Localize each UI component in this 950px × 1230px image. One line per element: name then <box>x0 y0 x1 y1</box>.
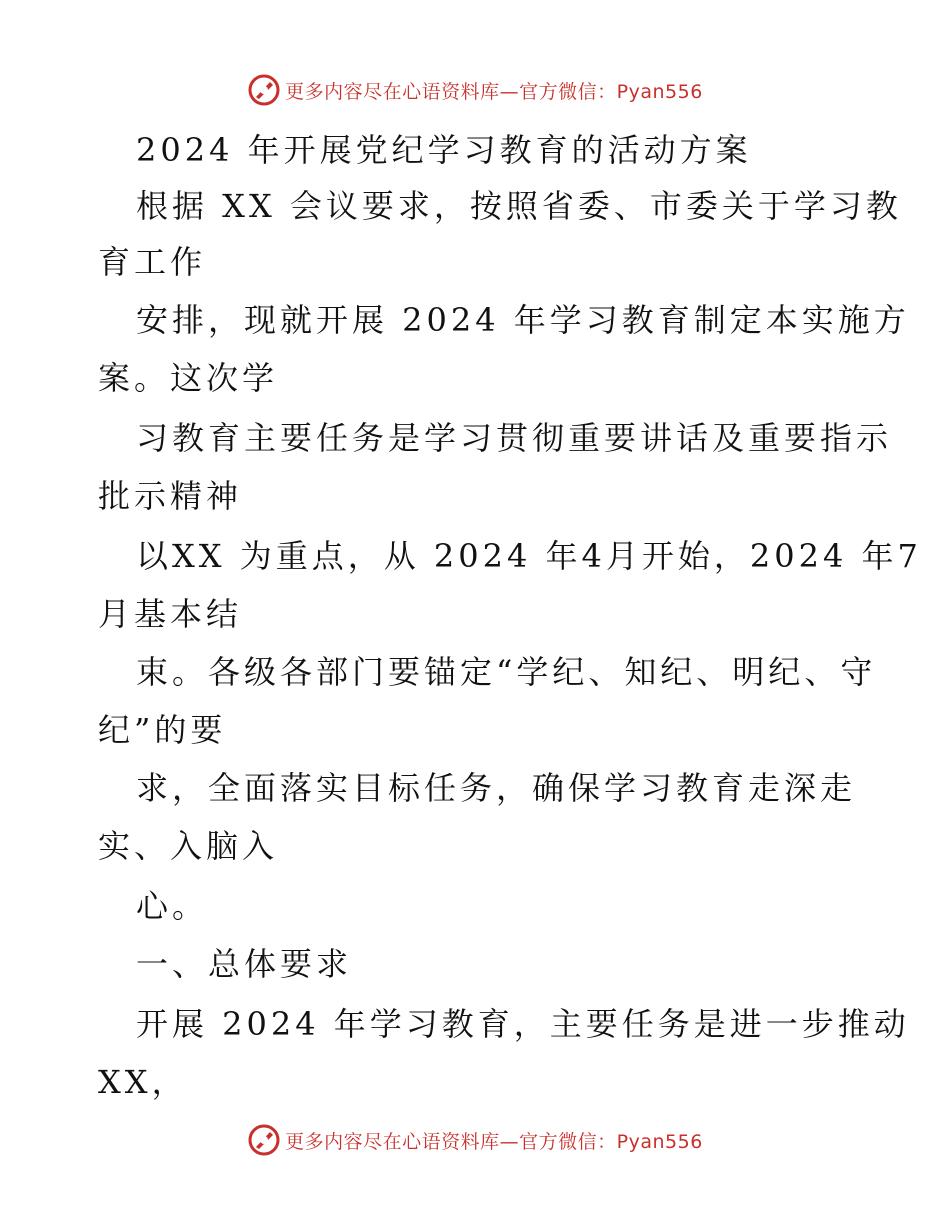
paragraph-line: 以XX 为重点，从 2024 年4月开始，2024 年7 <box>136 537 922 575</box>
paragraph-line: XX， <box>98 1063 188 1101</box>
watermark-text: 更多内容尽在心语资料库—官方微信：Pyan556 <box>285 1130 703 1153</box>
paragraph-line: 习教育主要任务是学习贯彻重要讲话及重要指示 <box>136 419 893 457</box>
paragraph-line: 求，全面落实目标任务，确保学习教育走深走 <box>136 769 857 807</box>
watermark-text: 更多内容尽在心语资料库—官方微信：Pyan556 <box>285 80 703 103</box>
paragraph-line: 月基本结 <box>98 595 243 633</box>
paragraph-line: 束。各级各部门要锚定“学纪、知纪、明纪、守 <box>136 653 877 691</box>
brand-logo-icon <box>247 1123 281 1157</box>
document-title: 2024 年开展党纪学习教育的活动方案 <box>136 131 752 169</box>
paragraph-line: 批示精神 <box>98 477 243 515</box>
paragraph-line: 根据 XX 会议要求，按照省委、市委关于学习教 <box>136 187 902 225</box>
header-watermark <box>0 70 950 110</box>
section-heading: 一、总体要求 <box>136 945 353 983</box>
paragraph-line: 心。 <box>136 887 209 925</box>
brand-logo-icon <box>247 73 281 107</box>
paragraph-line: 安排，现就开展 2024 年学习教育制定本实施方 <box>136 301 910 339</box>
footer-watermark <box>0 1120 950 1160</box>
paragraph-line: 育工作 <box>98 243 207 281</box>
paragraph-line: 案。这次学 <box>98 359 279 397</box>
paragraph-line: 纪”的要 <box>98 711 227 749</box>
paragraph-line: 实、入脑入 <box>98 827 279 865</box>
paragraph-line: 开展 2024 年学习教育，主要任务是进一步推动 <box>136 1005 910 1043</box>
